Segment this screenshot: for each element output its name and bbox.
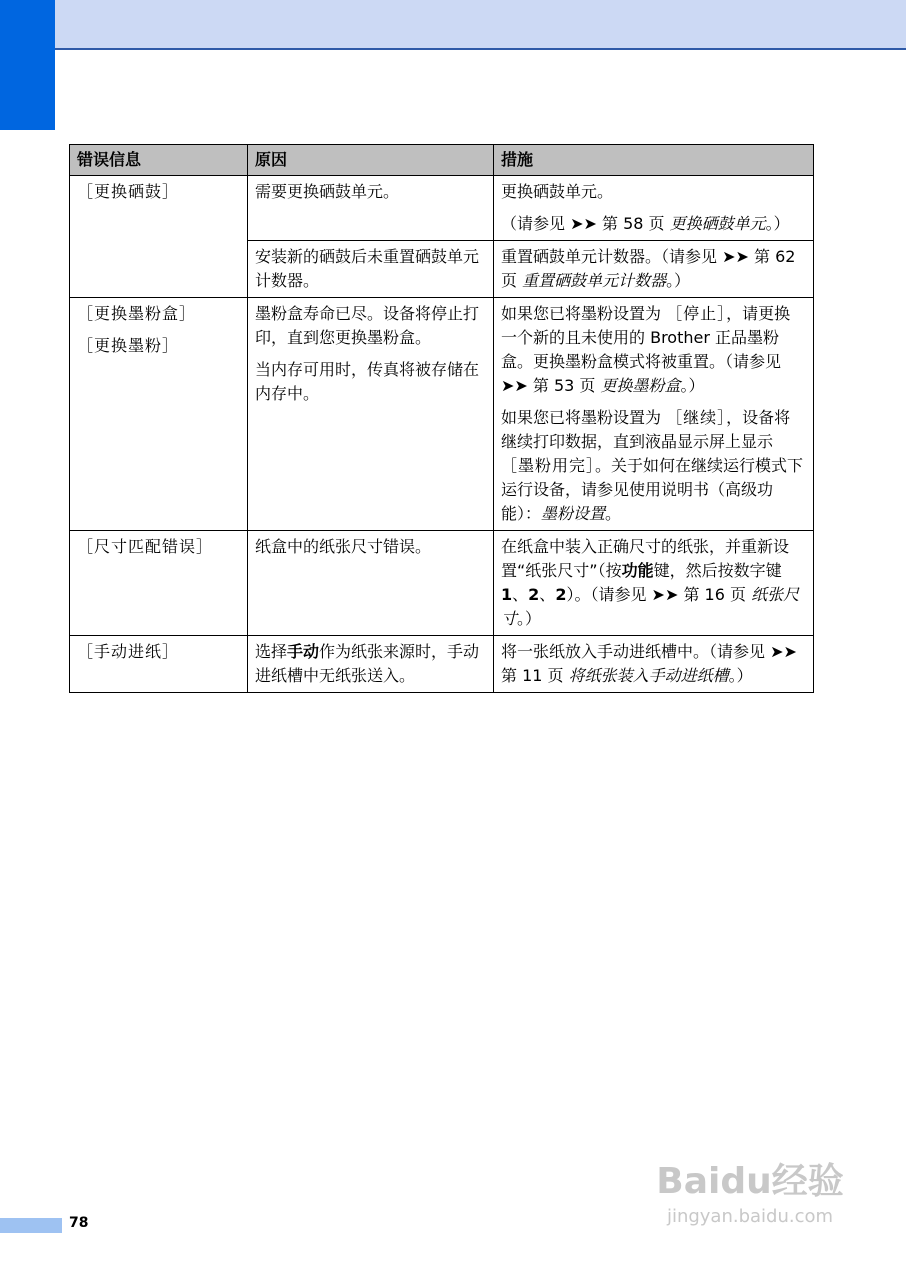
- action-text: 在纸盒中装入正确尺寸的纸张，并重新设置“纸张尺寸”（按功能键，然后按数字键 1、2、2）。（请参见 ➤➤ 第 16 页 纸张尺寸。）: [501, 537, 800, 628]
- error-message: ［更换墨粉盒］: [77, 304, 197, 323]
- error-cell: [70, 176, 248, 298]
- bold-key: 功能: [621, 561, 654, 580]
- cause-cell: [248, 176, 494, 241]
- lcd-message: ［停止］: [666, 304, 727, 323]
- action-text: 将一张纸放入手动进纸槽中。（请参见 ➤➤ 第 11 页 将纸张装入手动进纸槽。）: [501, 642, 797, 685]
- bold-key: 2: [555, 585, 567, 604]
- action-text: 重置硒鼓单元计数器。（请参见 ➤➤ 第 62 页 重置硒鼓单元计数器。）: [501, 247, 796, 290]
- cause-cell: [248, 636, 494, 693]
- action-cell: [494, 241, 814, 298]
- italic-ref: 重置硒鼓单元计数器: [522, 271, 667, 290]
- action-cell: [494, 298, 814, 531]
- table-row: [70, 636, 814, 693]
- cause-cell: [248, 531, 494, 636]
- italic-ref: 纸张尺寸: [501, 585, 800, 628]
- italic-ref: 墨粉设置: [541, 504, 606, 523]
- error-table: [69, 144, 814, 693]
- cause-text: 需要更换硒鼓单元。: [255, 182, 400, 201]
- error-message: ［尺寸匹配错误］: [77, 537, 214, 556]
- cause-text: 选择手动作为纸张来源时，手动进纸槽中无纸张送入。: [255, 642, 480, 685]
- italic-ref: 更换墨粉盒: [600, 376, 681, 395]
- cause-text: 当内存可用时，传真将被存储在内存中。: [255, 360, 480, 403]
- watermark-brand: Baidu经验: [656, 1161, 844, 1202]
- header-band: [0, 0, 906, 50]
- page-number: 78: [69, 1215, 89, 1231]
- error-message: ［更换墨粉］: [77, 336, 180, 355]
- action-text: （请参见 ➤➤ 第 58 页 更换硒鼓单元。）: [501, 214, 790, 233]
- page-number-bar: [0, 1218, 62, 1233]
- lcd-message: ［墨粉用完］: [501, 456, 596, 475]
- action-cell: [494, 176, 814, 241]
- table-row: [70, 176, 814, 241]
- error-cell: [70, 298, 248, 531]
- action-cell: [494, 636, 814, 693]
- chapter-tab: [0, 0, 55, 130]
- table-row: [70, 298, 814, 531]
- lcd-message: ［继续］: [666, 408, 727, 427]
- table-header-row: [70, 145, 814, 176]
- bold-key: 手动: [287, 642, 320, 661]
- header-action: 措施: [494, 145, 814, 176]
- italic-ref: 将纸张装入手动进纸槽: [568, 666, 729, 685]
- italic-ref: 更换硒鼓单元: [669, 214, 766, 233]
- header-cause: 原因: [248, 145, 494, 176]
- cause-text: 安装新的硒鼓后未重置硒鼓单元计数器。: [255, 247, 480, 290]
- cause-cell: [248, 241, 494, 298]
- action-text: 如果您已将墨粉设置为 ［停止］，请更换一个新的且未使用的 Brother 正品墨粉盒。更换墨粉盒模式将被重置。（请参见 ➤➤ 第 53 页 更换墨粉盒。）: [501, 304, 791, 395]
- cause-cell: [248, 298, 494, 531]
- watermark-logo: [645, 1160, 855, 1250]
- cause-text: 纸盒中的纸张尺寸错误。: [255, 537, 432, 556]
- action-text: 如果您已将墨粉设置为 ［继续］，设备将继续打印数据，直到液晶显示屏上显示 ［墨粉用完］。关于如何在继续运行模式下运行设备，请参见使用说明书（高级功能）：墨粉设置。: [501, 408, 804, 523]
- bold-key: 1: [501, 585, 513, 604]
- bold-key: 2: [528, 585, 540, 604]
- header-error: 错误信息: [70, 145, 248, 176]
- action-cell: [494, 531, 814, 636]
- error-message: ［更换硒鼓］: [77, 182, 180, 201]
- error-message: ［手动进纸］: [77, 642, 180, 661]
- table-row: [70, 531, 814, 636]
- error-cell: [70, 531, 248, 636]
- cause-text: 墨粉盒寿命已尽。设备将停止打印，直到您更换墨粉盒。: [255, 304, 480, 347]
- watermark-url: jingyan.baidu.com: [666, 1206, 834, 1227]
- action-text: 更换硒鼓单元。: [501, 182, 614, 201]
- error-cell: [70, 636, 248, 693]
